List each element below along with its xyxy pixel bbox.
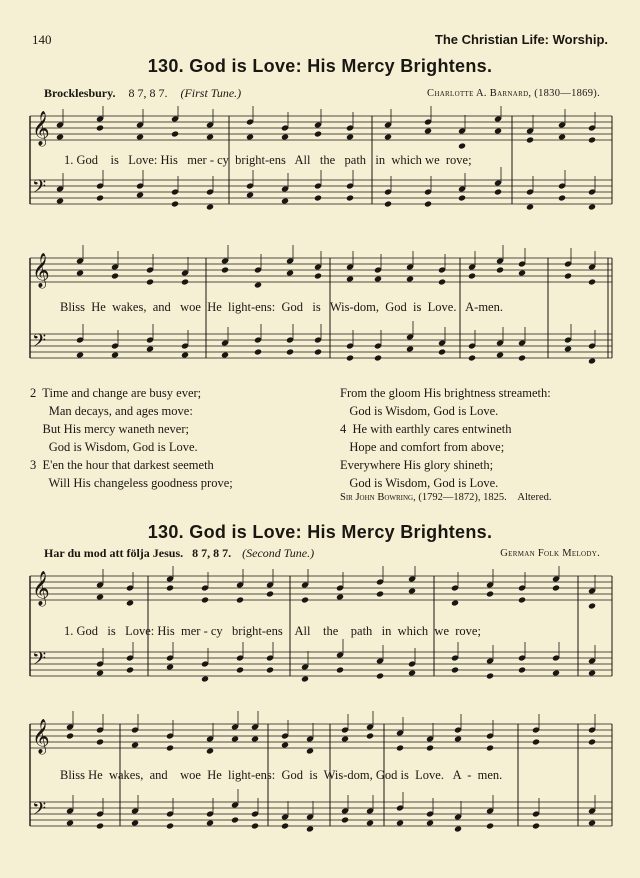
bass-clef-icon: 𝄢 [32, 799, 47, 824]
verse-line: Everywhere His glory shineth; [340, 458, 494, 472]
verse-line: 3 E'en the hour that darkest seemeth [30, 458, 214, 472]
verse-line: Man decays, and ages move: [30, 404, 193, 418]
treble-clef-icon: 𝄞 [32, 253, 50, 288]
bass-clef-icon: 𝄢 [32, 177, 47, 202]
author-dates: (1792—1872), 1825. [418, 492, 507, 503]
hymn2-tune-line [44, 546, 314, 561]
verse-line: Will His changeless goodness prove; [30, 476, 233, 490]
hymn2-composer: German Folk Melody. [500, 548, 600, 559]
verse-line: God is Wisdom, God is Love. [340, 476, 499, 490]
verse-line: God is Wisdom, God is Love. [340, 404, 499, 418]
hymn1-lyric-line1: 1. God is Love: His mer - cy bright-ens All the path in which we rove; [64, 153, 472, 167]
author-note: Altered. [517, 492, 552, 503]
verses-left [30, 384, 233, 492]
hymn2-meter: 8 7, 8 7. [192, 546, 232, 560]
hymn1-lyric-line2: Bliss He wakes, and woe He light-ens: God is Wis-dom, God is Love. A-men. [60, 300, 503, 314]
hymn2-title: 130. God is Love: His Mercy Brightens. [147, 522, 493, 542]
treble-clef-icon: 𝄞 [32, 111, 50, 146]
author-name: Sir John Bowring, [340, 492, 416, 503]
verse-line: 2 Time and change are busy ever; [30, 386, 202, 400]
hymn1-title: 130. God is Love: His Mercy Brightens. [147, 56, 493, 76]
bass-staff [30, 802, 612, 826]
hymn1-tune-note: (First Tune.) [180, 86, 242, 100]
author-attribution [340, 492, 552, 503]
verse-line: But His mercy waneth never; [30, 422, 189, 436]
page-number: 140 [32, 32, 52, 47]
bass-clef-icon: 𝄢 [32, 649, 47, 674]
hymn1-tune-line [44, 86, 241, 101]
bass-clef-icon: 𝄢 [32, 331, 47, 356]
treble-clef-icon: 𝄞 [32, 719, 50, 754]
hymn2-tune-name: Har du mod att följa Jesus. [44, 546, 184, 560]
verses-right [340, 384, 551, 492]
hymn1-tune-name: Brocklesbury. [44, 86, 116, 100]
verse-line: God is Wisdom, God is Love. [30, 440, 198, 454]
verse-line: Hope and comfort from above; [340, 440, 505, 454]
treble-clef-icon: 𝄞 [32, 571, 50, 606]
hymn2-lyric-line1: 1. God is Love: His mer - cy bright-ens All the path in which we rove; [64, 624, 481, 638]
running-head: The Christian Life: Worship. [434, 32, 608, 47]
verse-line: From the gloom His brightness streameth: [340, 386, 551, 400]
treble-staff [30, 724, 612, 748]
hymn1-composer: Charlotte A. Barnard, (1830—1869). [427, 88, 600, 99]
hymn1-meter: 8 7, 8 7. [128, 86, 168, 100]
verse-line: 4 He with earthly cares entwineth [340, 422, 512, 436]
hymn2-lyric-line2: Bliss He wakes, and woe He light-ens: God is Wis-dom, God is Love. A - men. [60, 768, 503, 782]
hymn2-tune-note: (Second Tune.) [242, 546, 315, 560]
